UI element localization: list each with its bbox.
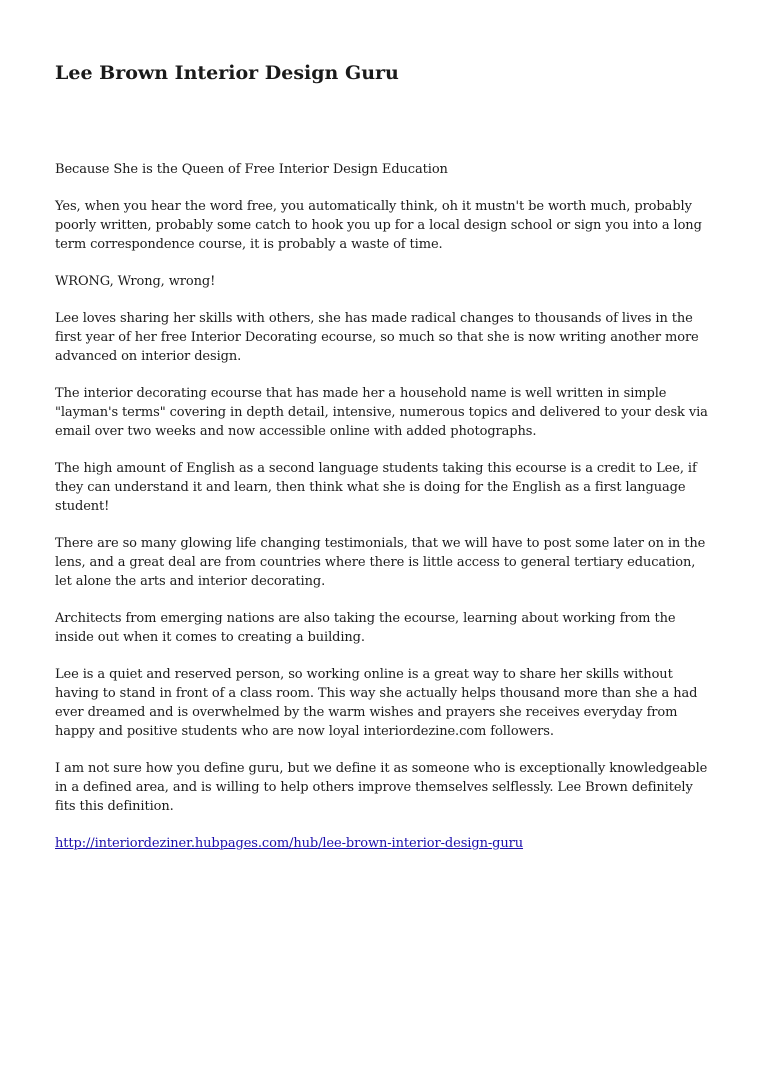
subtitle-paragraph: Because She is the Queen of Free Interior Design Education	[55, 162, 448, 177]
body-paragraph: There are so many glowing life changing testimonials, that we will have to post some later on in the lens, and a great deal are from countries where there is little access to general tertiary education, let alone the arts and interior decorating.	[55, 536, 706, 589]
source-link-line	[55, 834, 715, 853]
document-body	[55, 160, 715, 871]
document-title: Lee Brown Interior Design Guru	[55, 62, 399, 84]
body-paragraph: Yes, when you hear the word free, you automatically think, oh it mustn't be worth much, probably poorly written, probably some catch to hook you up for a local design school or sign you into a long term correspondence course, it is probably a waste of time.	[55, 199, 702, 252]
body-paragraph: Lee loves sharing her skills with others, she has made radical changes to thousands of lives in the first year of her free Interior Decorating ecourse, so much so that she is now writing another more advanced on interior design.	[55, 311, 699, 364]
body-paragraph: The high amount of English as a second language students taking this ecourse is a credit to Lee, if they can understand it and learn, then think what she is doing for the English as a first language student!	[55, 461, 697, 514]
body-paragraph: WRONG, Wrong, wrong!	[55, 274, 216, 289]
body-paragraph: Lee is a quiet and reserved person, so working online is a great way to share her skills without having to stand in front of a class room. This way she actually helps thousand more than she a had ever dreamed and is overwhelmed by the warm wishes and prayers she receives everyday from happy and positive students who are now loyal interiordezine.com followers.	[55, 667, 698, 739]
body-paragraph: I am not sure how you define guru, but we define it as someone who is exceptionally knowledgeable in a defined area, and is willing to help others improve themselves selflessly. Lee Brown definitely fits this definition.	[55, 761, 708, 814]
body-paragraph: Architects from emerging nations are also taking the ecourse, learning about working from the inside out when it comes to creating a building.	[55, 611, 676, 645]
body-paragraph: The interior decorating ecourse that has made her a household name is well written in simple "layman's terms" covering in depth detail, intensive, numerous topics and delivered to your desk via email over two weeks and now accessible online with added photographs.	[55, 386, 708, 439]
source-link[interactable]: http://interiordeziner.hubpages.com/hub/lee-brown-interior-design-guru	[55, 836, 524, 851]
